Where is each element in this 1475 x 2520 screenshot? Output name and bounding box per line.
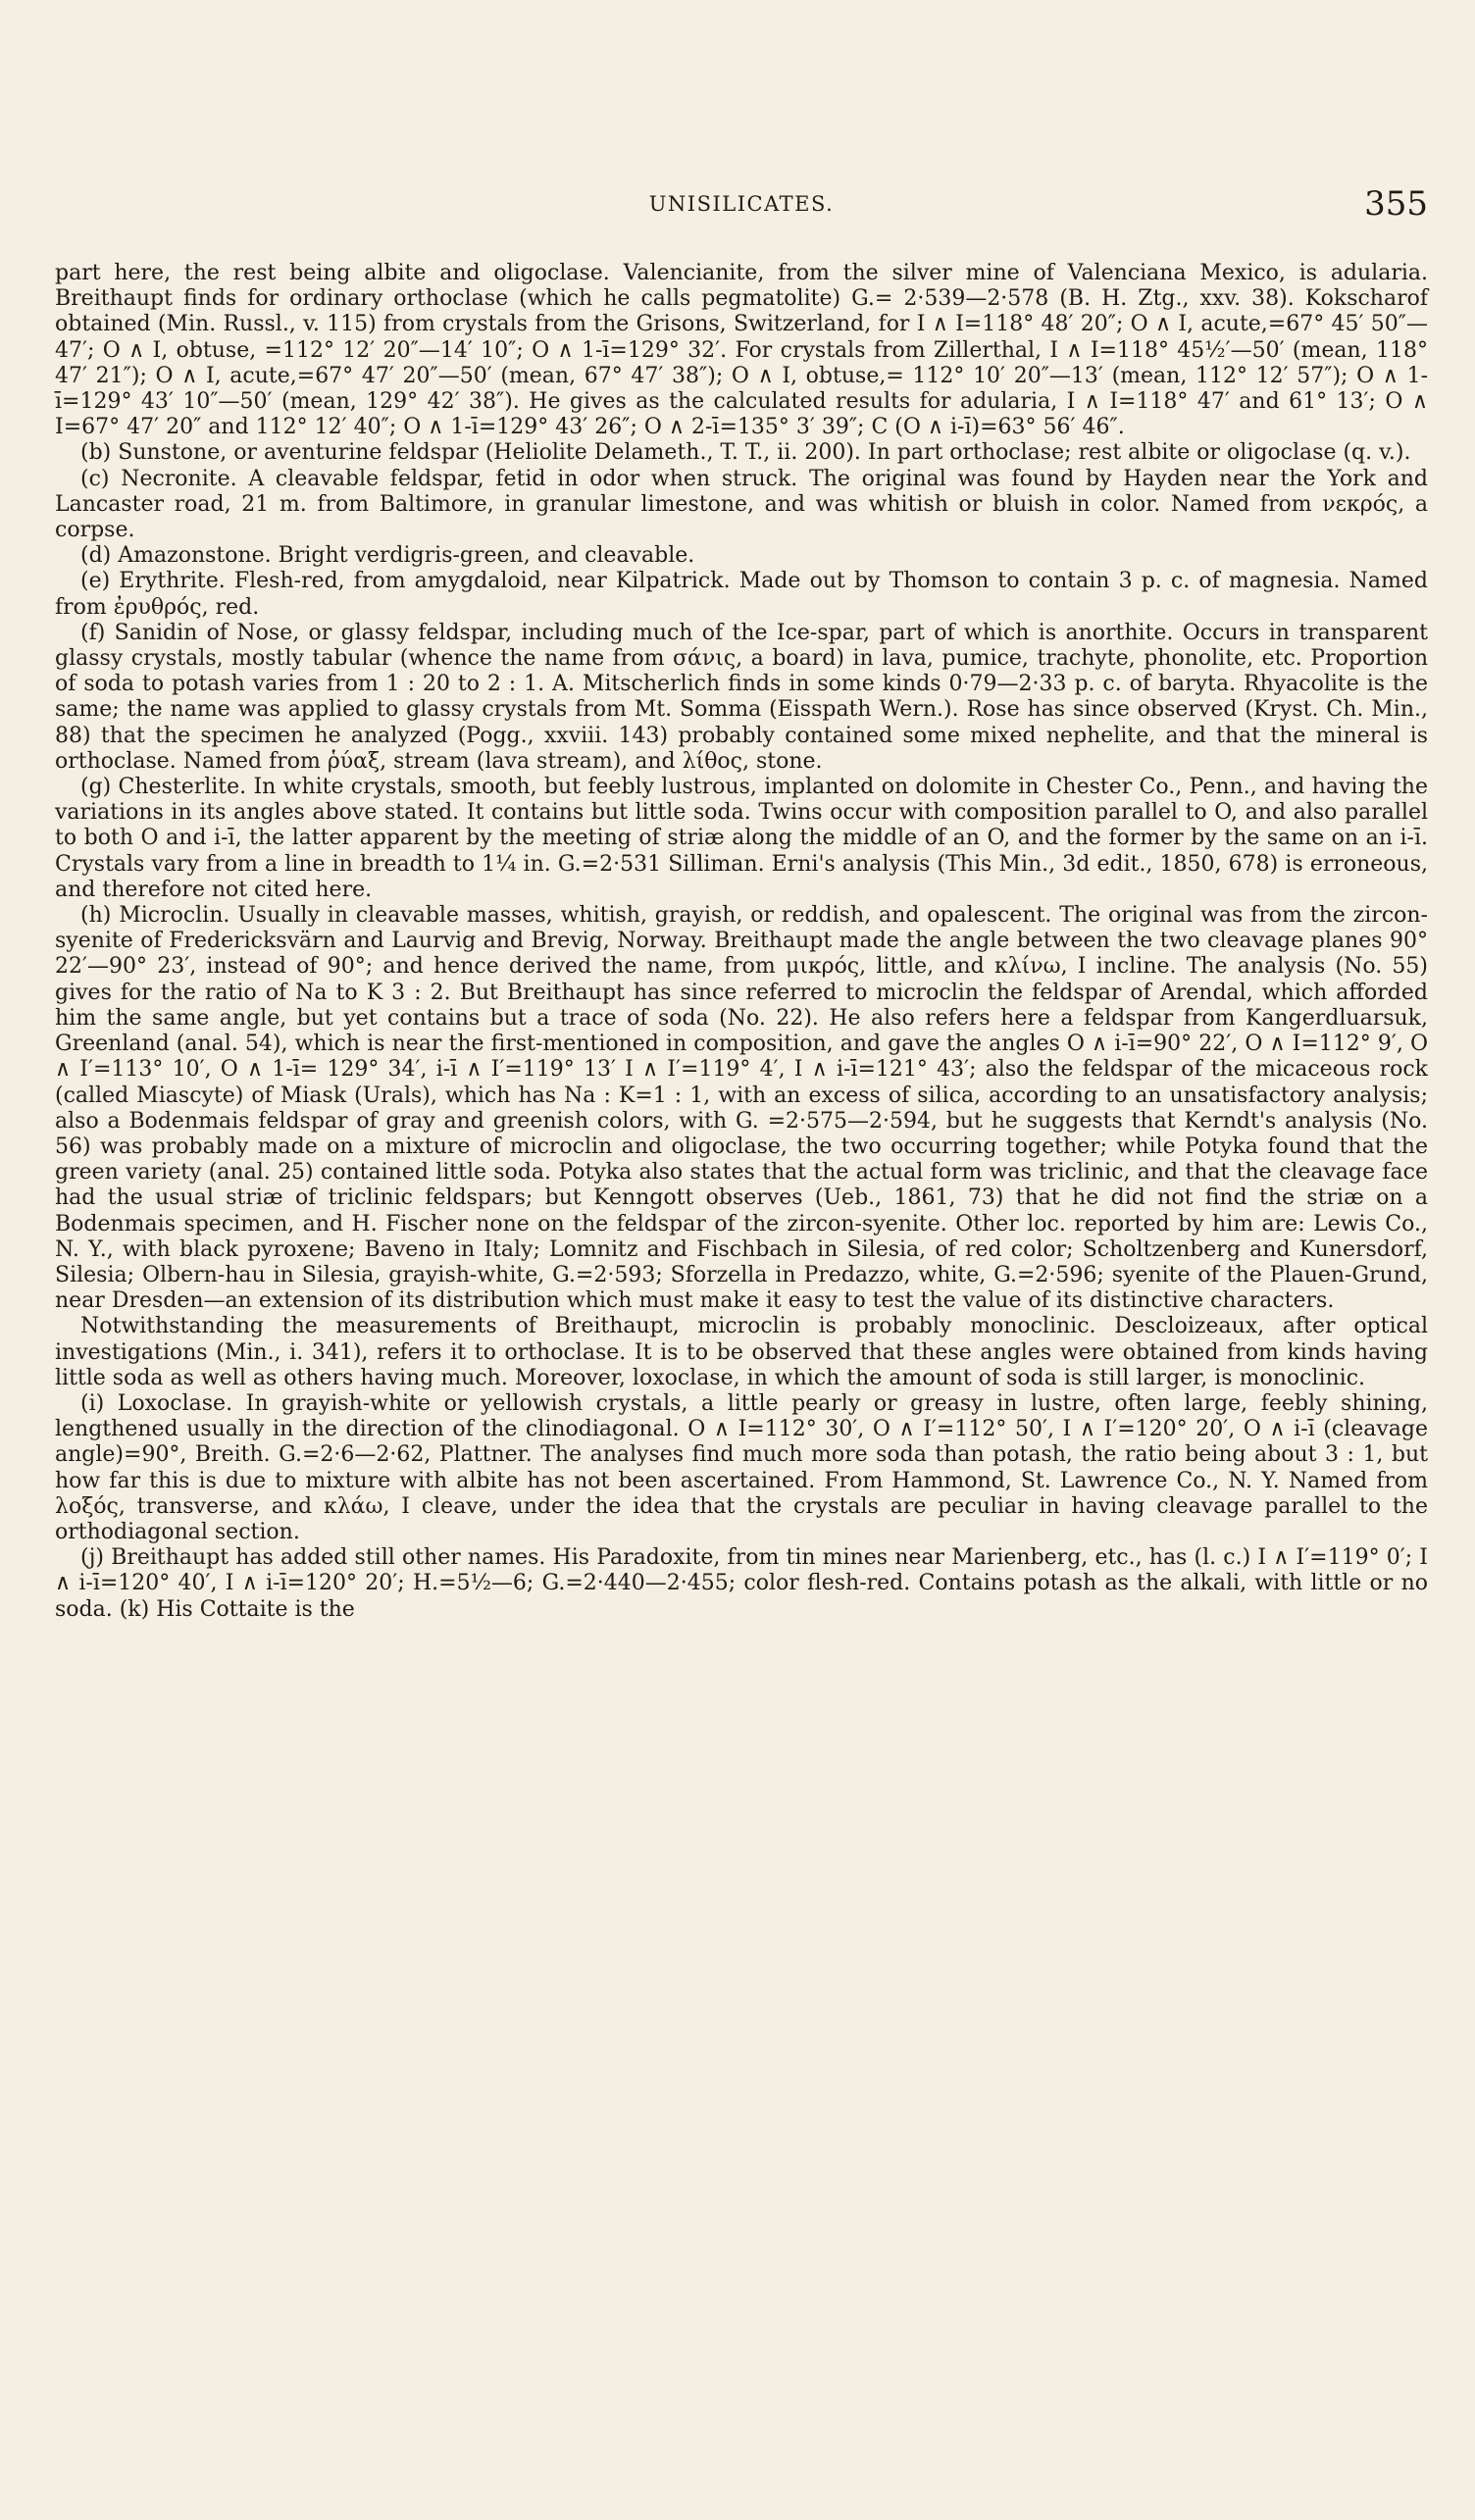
paragraph-microclin: (h) Microclin. Usually in cleavable masses, whitish, grayish, or reddish, and opalescent. The original was from the zircon-syenite of Fredericksvärn and Laurvig and Brevig, Norway. Breithaupt made the angle between the two cleavage planes 90° 22′—90° 23′, instead of 90°; and hence derived the name, from μικρός, little, and κλίνω, I incline. The analysis (No. 55) gives for the ratio of Na to K 3 : 2. But Breithaupt has since referred to microclin the feldspar of Arendal, which afforded him the same angle, but yet contains but a trace of soda (No. 22). He also refers here a feldspar from Kangerdluarsuk, Greenland (anal. 54), which is near the first-mentioned in composition, and gave the angles O ∧ i-ī=90° 22′, O ∧ I=112° 9′, O ∧ I′=113° 10′, O ∧ 1-ī= 129° 34′, i-ī ∧ I′=119° 13′ I ∧ I′=119° 4′, I ∧ i-ī=121° 43′; also the feldspar of the micaceous rock (called Miascyte) of Miask (Urals), which has Na : K=1 : 1, with an excess of silica, according to an unsatisfactory analysis; also a Bodenmais feldspar of gray and greenish colors, with G. =2·575—2·594, but he suggests that Kerndt's analysis (No. 56) was probably made on a mixture of microclin and oligoclase, the two occurring together; while Potyka found that the green variety (anal. 25) contained little soda. Potyka also states that the actual form was triclinic, and that the cleavage face had the usual striæ of triclinic feldspars; but Kenngott observes (Ueb., 1861, 73) that he did not find the striæ on a Bodenmais specimen, and H. Fischer none on the feldspar of the zircon-syenite. Other loc. reported by him are: Lewis Co., N. Y., with black pyroxene; Baveno in Italy; Lomnitz and Fischbach in Silesia, of red color; Scholtzenberg and Kunersdorf, Silesia; Olbern-hau in Silesia, grayish-white, G.=2·593; Sforzella in Predazzo, white, G.=2·596; syenite of the Plauen-Grund, near Dresden—an extension of its distribution which must make it easy to test the value of its distinctive characters. bbox=[55, 903, 1428, 1314]
paragraph-amazonstone: (d) Amazonstone. Bright verdigris-green, and cleavable. bbox=[80, 543, 695, 569]
paragraph-erythrite: (e) Erythrite. Flesh-red, from amygdaloid, near Kilpatrick. Made out by Thomson to contain 3 p. c. of magnesia. Named from ἐρυθρός, red. bbox=[55, 569, 1428, 620]
paragraph-sunstone: (b) Sunstone, or aventurine feldspar (Heliolite Delameth., T. T., ii. 200). In part orthoclase; rest albite or oligoclase (q. v.). bbox=[80, 440, 1411, 466]
running-head: UNISILICATES. bbox=[648, 192, 835, 216]
page-header bbox=[55, 184, 1428, 231]
paragraph-sanidin: (f) Sanidin of Nose, or glassy feldspar, including much of the Ice-spar, part of which is anorthite. Occurs in transparent glassy crystals, mostly tabular (whence the name from σάνις, a board) in lava, pumice, trachyte, phonolite, etc. Proportion of soda to potash varies from 1 : 20 to 2 : 1. A. Mitscherlich finds in some kinds 0·79—2·33 p. c. of baryta. Rhyacolite is the same; the name was applied to glassy crystals from Mt. Somma (Eisspath Wern.). Rose has since observed (Kryst. Ch. Min., 88) that the specimen he analyzed (Pogg., xxviii. 143) probably contained some mixed nephelite, and that the mineral is orthoclase. Named from ῥύαξ, stream (lava stream), and λίθος, stone. bbox=[55, 620, 1428, 774]
paragraph-chesterlite: (g) Chesterlite. In white crystals, smooth, but feebly lustrous, implanted on dolomite in Chester Co., Penn., and having the variations in its angles above stated. It contains but little soda. Twins occur with composition parallel to O, and also parallel to both O and i-ī, the latter apparent by the meeting of striæ along the middle of an O, and the former by the same on an i-ī. Crystals vary from a line in breadth to 1¼ in. G.=2·531 Silliman. Erni's analysis (This Min., 3d edit., 1850, 678) is erroneous, and therefore not cited here. bbox=[55, 775, 1428, 902]
paragraph-necronite: (c) Necronite. A cleavable feldspar, fetid in odor when struck. The original was found by Hayden near the York and Lancaster road, 21 m. from Baltimore, in granular limestone, and was whitish or bluish in color. Named from νεκρός, a corpse. bbox=[55, 466, 1428, 543]
body-text bbox=[55, 261, 1428, 1623]
paragraph-microclin-note: Notwithstanding the measurements of Breithaupt, microclin is probably monoclinic. Descloizeaux, after optical investigations (Min., i. 341), refers it to orthoclase. It is to be observed that these angles were obtained from kinds having little soda as well as others having much. Moreover, loxoclase, in which the amount of soda is still larger, is monoclinic. bbox=[55, 1314, 1428, 1390]
paragraph-loxoclase: (i) Loxoclase. In grayish-white or yellowish crystals, a little pearly or greasy in lustre, often large, feebly shining, lengthened usually in the direction of the clinodiagonal. O ∧ I=112° 30′, O ∧ I′=112° 50′, I ∧ I′=120° 20′, O ∧ i-ī (cleavage angle)=90°, Breith. G.=2·6—2·62, Plattner. The analyses find much more soda than potash, the ratio being about 3 : 1, but how far this is due to mixture with albite has not been ascertained. From Hammond, St. Lawrence Co., N. Y. Named from λοξός, transverse, and κλάω, I cleave, under the idea that the crystals are peculiar in having cleavage parallel to the orthodiagonal section. bbox=[55, 1390, 1428, 1544]
paragraph-paradoxite: (j) Breithaupt has added still other names. His Paradoxite, from tin mines near Marienberg, etc., has (l. c.) I ∧ I′=119° 0′; I ∧ i-ī=120° 40′, I ∧ i-ī=120° 20′; H.=5½—6; G.=2·440—2·455; color flesh-red. Contains potash as the alkali, with little or no soda. (k) His Cottaite is the bbox=[55, 1545, 1428, 1622]
page-number: 355 bbox=[1364, 184, 1428, 224]
paragraph-adularia-angles: part here, the rest being albite and oligoclase. Valencianite, from the silver mine of Valenciana Mexico, is adularia. Breithaupt finds for ordinary orthoclase (which he calls pegmatolite) G.= 2·539—2·578 (B. H. Ztg., xxv. 38). Kokscharof obtained (Min. Russl., v. 115) from crystals from the Grisons, Switzerland, for I ∧ I=118° 48′ 20″; O ∧ I, acute,=67° 45′ 50″—47′; O ∧ I, obtuse, =112° 12′ 20″—14′ 10″; O ∧ 1-ī=129° 32′. For crystals from Zillerthal, I ∧ I=118° 45½′—50′ (mean, 118° 47′ 21″); O ∧ I, acute,=67° 47′ 20″—50′ (mean, 67° 47′ 38″); O ∧ I, obtuse,= 112° 10′ 20″—13′ (mean, 112° 12′ 57″); O ∧ 1-ī=129° 43′ 10″—50′ (mean, 129° 42′ 38″). He gives as the calculated results for adularia, I ∧ I=118° 47′ and 61° 13′; O ∧ I=67° 47′ 20″ and 112° 12′ 40″; O ∧ 1-ī=129° 43′ 26″; O ∧ 2-ī=135° 3′ 39″; C (O ∧ i-ī)=63° 56′ 46″. bbox=[55, 261, 1428, 440]
